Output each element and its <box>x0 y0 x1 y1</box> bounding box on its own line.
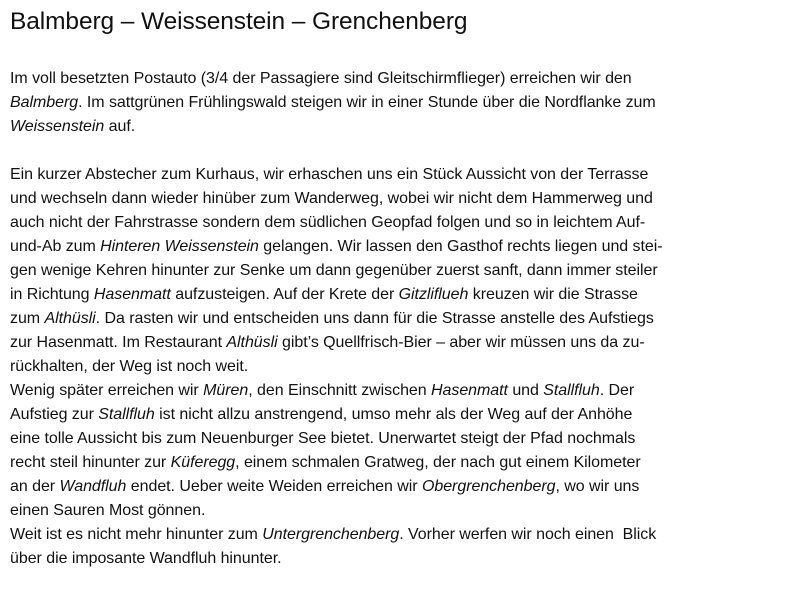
place-name: Althüsli <box>226 334 278 351</box>
paragraph-intro <box>10 67 782 139</box>
text-run: endet. Ueber weite Weiden erreichen wir <box>126 478 422 495</box>
text-line <box>10 523 782 547</box>
text-line <box>10 307 782 331</box>
text-run: gibt’s Quellfrisch-Bier – aber wir müssen uns da zu- <box>277 334 645 351</box>
document-title: Balmberg – Weissenstein – Grenchenberg <box>10 8 468 35</box>
text-run: , einem schmalen Gratweg, der nach gut einem Kilometer <box>235 454 641 471</box>
text-line <box>10 403 782 427</box>
text-line <box>10 427 782 451</box>
place-name: Gitzliflueh <box>398 286 469 303</box>
text-run: recht steil hinunter zur <box>10 454 171 471</box>
place-name: Obergrenchenberg <box>421 478 556 495</box>
text-line <box>10 187 782 211</box>
text-line <box>10 499 782 523</box>
text-line <box>10 379 782 403</box>
paragraph-untergrenchenberg <box>10 523 782 571</box>
text-run: in Richtung <box>10 286 94 303</box>
text-run: kreuzen wir die Strasse <box>468 286 638 303</box>
text-line <box>10 475 782 499</box>
text-run: und-Ab zum <box>10 238 101 255</box>
text-line <box>10 451 782 475</box>
text-run: auch nicht der Fahrstrasse sondern dem südlichen Geopfad folgen und so in leichtem Auf- <box>10 214 646 231</box>
document-page <box>10 4 782 571</box>
paragraph-kurhaus <box>10 163 782 379</box>
place-name: Stallfluh <box>543 382 600 399</box>
place-name: Hasenmatt <box>93 286 171 303</box>
text-line <box>10 259 782 283</box>
place-name: Wandfluh <box>59 478 127 495</box>
paragraph-spacer <box>10 139 782 163</box>
text-run: über die imposante Wandfluh hinunter. <box>10 550 282 567</box>
text-run: Ein kurzer Abstecher zum Kurhaus, wir erhaschen uns ein Stück Aussicht von der Terrasse <box>10 166 649 183</box>
place-name: Althüsli <box>44 310 96 327</box>
text-run: und wechseln dann wieder hinüber zum Wanderweg, wobei wir nicht dem Hammerweg und <box>10 190 653 207</box>
text-run: ist nicht allzu anstrengend, umso mehr als der Weg auf der Anhöhe <box>154 406 633 423</box>
text-run: gen wenige Kehren hinunter zur Senke um dann gegenüber zuerst sanft, dann immer steiler <box>10 262 658 279</box>
text-line <box>10 115 782 139</box>
text-run: zum <box>10 310 45 327</box>
text-line <box>10 211 782 235</box>
text-line <box>10 235 782 259</box>
text-run: . Vorher werfen wir noch einen Blick <box>399 526 657 543</box>
text-run: Weit ist es nicht mehr hinunter zum <box>10 526 263 543</box>
place-name: Weissenstein <box>10 118 105 135</box>
text-line <box>10 355 782 379</box>
paragraph-mueren <box>10 379 782 523</box>
text-run: . Der <box>599 382 635 399</box>
place-name: Müren <box>203 382 249 399</box>
text-run: , wo wir uns <box>555 478 640 495</box>
text-run: Wenig später erreichen wir <box>10 382 204 399</box>
text-run: zur Hasenmatt. Im Restaurant <box>10 334 227 351</box>
text-run: gelangen. Wir lassen den Gasthof rechts liegen und stei- <box>258 238 663 255</box>
text-run: Im voll besetzten Postauto (3/4 der Passagiere sind Gleitschirmflieger) erreichen wir den <box>10 70 632 87</box>
text-line <box>10 163 782 187</box>
text-line <box>10 91 782 115</box>
text-line <box>10 547 782 571</box>
text-run: an der <box>10 478 60 495</box>
text-run: . Da rasten wir und entscheiden uns dann für die Strasse anstelle des Aufstiegs <box>95 310 654 327</box>
text-run: Aufstieg zur <box>10 406 99 423</box>
place-name: Untergrenchenberg <box>262 526 400 543</box>
text-run: , den Einschnitt zwischen <box>248 382 432 399</box>
place-name: Hinteren Weissenstein <box>100 238 259 255</box>
place-name: Balmberg <box>10 94 79 111</box>
text-line <box>10 67 782 91</box>
text-line <box>10 331 782 355</box>
text-run: auf. <box>104 118 136 135</box>
text-run: aufzusteigen. Auf der Krete der <box>170 286 399 303</box>
text-run: . Im sattgrünen Frühlingswald steigen wir in einer Stunde über die Nordflanke zum <box>78 94 656 111</box>
place-name: Hasenmatt <box>431 382 508 399</box>
place-name: Stallfluh <box>98 406 155 423</box>
text-run: rückhalten, der Weg ist noch weit. <box>10 358 249 375</box>
text-line <box>10 283 782 307</box>
place-name: Küferegg <box>170 454 236 471</box>
text-run: und <box>507 382 544 399</box>
text-run: einen Sauren Most gönnen. <box>10 502 206 519</box>
text-run: eine tolle Aussicht bis zum Neuenburger See bietet. Unerwartet steigt der Pfad nochmals <box>10 430 636 447</box>
